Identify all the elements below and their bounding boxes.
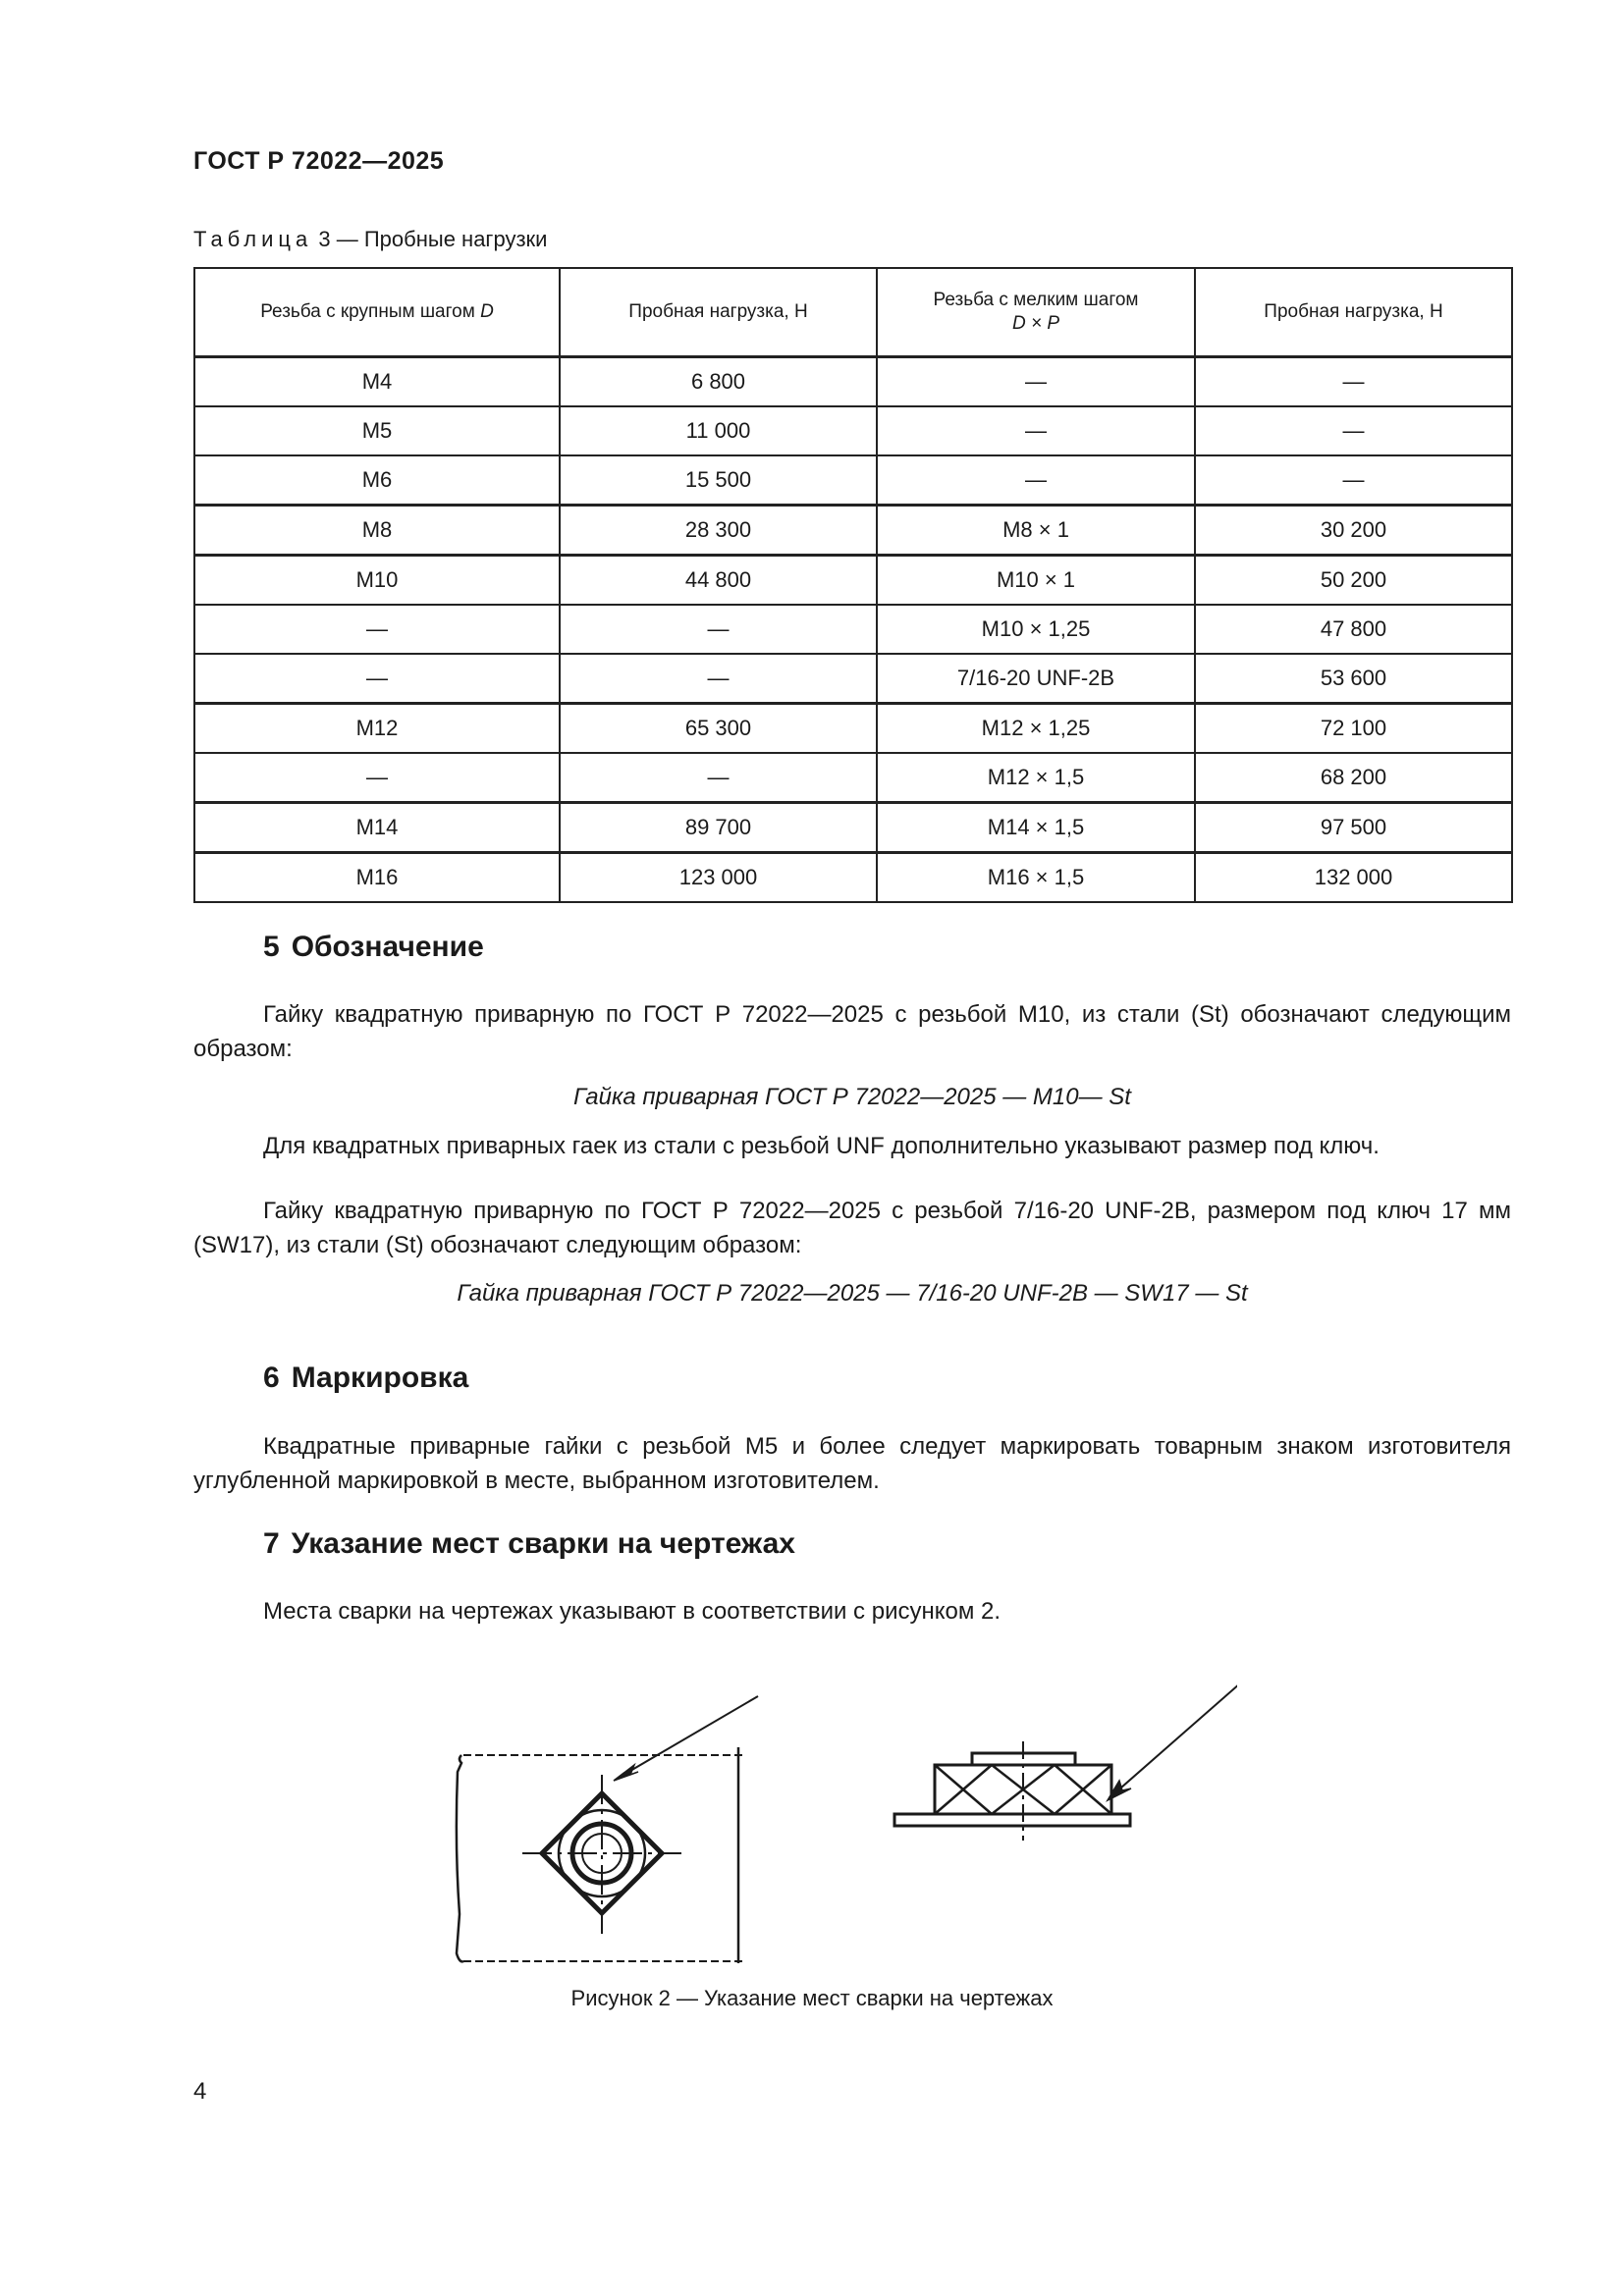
section-7-paragraph-1: Места сварки на чертежах указывают в соответствии с рисунком 2.	[263, 1598, 1001, 1625]
section-5-paragraph-3: Гайку квадратную приварную по ГОСТ Р 72022—2025 с резьбой 7/16-20 UNF-2B, размером под ключ 17 мм (SW17), из стали (St) обозначают следующим образом:	[193, 1198, 1511, 1258]
cell-fine-thread: M12 × 1,5	[877, 753, 1195, 803]
cell-proof-load-coarse: —	[560, 654, 877, 704]
weld-arrow-line-left	[619, 1696, 758, 1778]
header-proof-load-fine: Пробная нагрузка, Н	[1195, 268, 1512, 357]
cell-coarse-thread: —	[194, 753, 560, 803]
section-7-heading: 7 Указание мест сварки на чертежах	[263, 1527, 795, 1560]
section-5-paragraph-1: Гайку квадратную приварную по ГОСТ Р 72022—2025 с резьбой М10, из стали (St) обозначают следующим образом:	[193, 1001, 1511, 1062]
proof-load-table	[193, 267, 1513, 903]
table-header-row	[194, 268, 1512, 357]
cell-proof-load-fine: 53 600	[1195, 654, 1512, 704]
section-5-paragraph-2: Для квадратных приварных гаек из стали с резьбой UNF дополнительно указывают размер под ключ.	[263, 1133, 1380, 1159]
cell-fine-thread: M16 × 1,5	[877, 853, 1195, 903]
designation-example-2: Гайка приварная ГОСТ Р 72022—2025 — 7/16-20 UNF-2B — SW17 — St	[457, 1280, 1248, 1307]
section-6-heading: 6 Маркировка	[263, 1362, 469, 1394]
cell-coarse-thread: M8	[194, 506, 560, 556]
cell-proof-load-fine: 72 100	[1195, 704, 1512, 754]
cell-fine-thread: M8 × 1	[877, 506, 1195, 556]
header-proof-load-coarse: Пробная нагрузка, Н	[560, 268, 877, 357]
cell-coarse-thread: —	[194, 654, 560, 704]
cell-proof-load-coarse: 15 500	[560, 455, 877, 506]
cell-proof-load-coarse: 44 800	[560, 556, 877, 606]
designation-example-1: Гайка приварная ГОСТ Р 72022—2025 — M10— St	[573, 1084, 1131, 1110]
cell-fine-thread: M12 × 1,25	[877, 704, 1195, 754]
cell-proof-load-fine: 132 000	[1195, 853, 1512, 903]
cell-proof-load-coarse: 28 300	[560, 506, 877, 556]
cell-proof-load-fine: 47 800	[1195, 605, 1512, 654]
cell-proof-load-fine: 97 500	[1195, 803, 1512, 853]
cell-fine-thread: M10 × 1	[877, 556, 1195, 606]
cell-proof-load-coarse: 123 000	[560, 853, 877, 903]
section-6-paragraph-1: Квадратные приварные гайки с резьбой M5 и более следует маркировать товарным знаком изготовителя углубленной маркировкой в месте, выбранном изготовителем.	[193, 1433, 1511, 1494]
header-coarse-thread: Резьба с крупным шагом D	[194, 268, 560, 357]
cell-proof-load-coarse: 6 800	[560, 357, 877, 407]
table-caption	[193, 227, 547, 252]
cell-coarse-thread: —	[194, 605, 560, 654]
cell-coarse-thread: M16	[194, 853, 560, 903]
weld-arrow-line-right	[1113, 1669, 1237, 1794]
cell-proof-load-coarse: 11 000	[560, 406, 877, 455]
cell-coarse-thread: M6	[194, 455, 560, 506]
cell-proof-load-coarse: —	[560, 753, 877, 803]
table-caption-word: Таблица	[193, 227, 313, 251]
cell-fine-thread: M10 × 1,25	[877, 605, 1195, 654]
section-5-heading: 5 Обозначение	[263, 931, 484, 963]
table-row	[194, 803, 1512, 853]
cell-proof-load-fine: 30 200	[1195, 506, 1512, 556]
cell-coarse-thread: M4	[194, 357, 560, 407]
cell-proof-load-coarse: 89 700	[560, 803, 877, 853]
table-row	[194, 753, 1512, 803]
table-row	[194, 654, 1512, 704]
plan-view	[457, 1696, 758, 1963]
cell-fine-thread: —	[877, 406, 1195, 455]
cell-proof-load-fine: —	[1195, 406, 1512, 455]
page-number: 4	[193, 2078, 207, 2105]
document-code: ГОСТ Р 72022—2025	[193, 147, 445, 175]
cell-coarse-thread: M5	[194, 406, 560, 455]
cell-proof-load-coarse: 65 300	[560, 704, 877, 754]
table-row	[194, 704, 1512, 754]
cell-fine-thread: M14 × 1,5	[877, 803, 1195, 853]
cell-proof-load-fine: 50 200	[1195, 556, 1512, 606]
cell-proof-load-fine: —	[1195, 357, 1512, 407]
break-line-left	[457, 1755, 463, 1961]
figure-caption: Рисунок 2 — Указание мест сварки на чертежах	[570, 1986, 1054, 2010]
cell-fine-thread: 7/16-20 UNF-2B	[877, 654, 1195, 704]
cell-fine-thread: —	[877, 455, 1195, 506]
base-plate	[894, 1814, 1130, 1826]
table-row	[194, 455, 1512, 506]
cell-coarse-thread: M10	[194, 556, 560, 606]
table-row	[194, 605, 1512, 654]
header-fine-thread: Резьба с мелким шагом D × P	[877, 268, 1195, 357]
cell-coarse-thread: M14	[194, 803, 560, 853]
table-row	[194, 406, 1512, 455]
table-row	[194, 556, 1512, 606]
table-row	[194, 506, 1512, 556]
table-row	[194, 357, 1512, 407]
cell-coarse-thread: M12	[194, 704, 560, 754]
side-view	[894, 1669, 1237, 1841]
cell-proof-load-fine: —	[1195, 455, 1512, 506]
welding-drawing-figure	[452, 1669, 1237, 1983]
table-caption-title: 3 — Пробные нагрузки	[318, 227, 548, 251]
cell-proof-load-fine: 68 200	[1195, 753, 1512, 803]
cell-fine-thread: —	[877, 357, 1195, 407]
cell-proof-load-coarse: —	[560, 605, 877, 654]
table-row	[194, 853, 1512, 903]
